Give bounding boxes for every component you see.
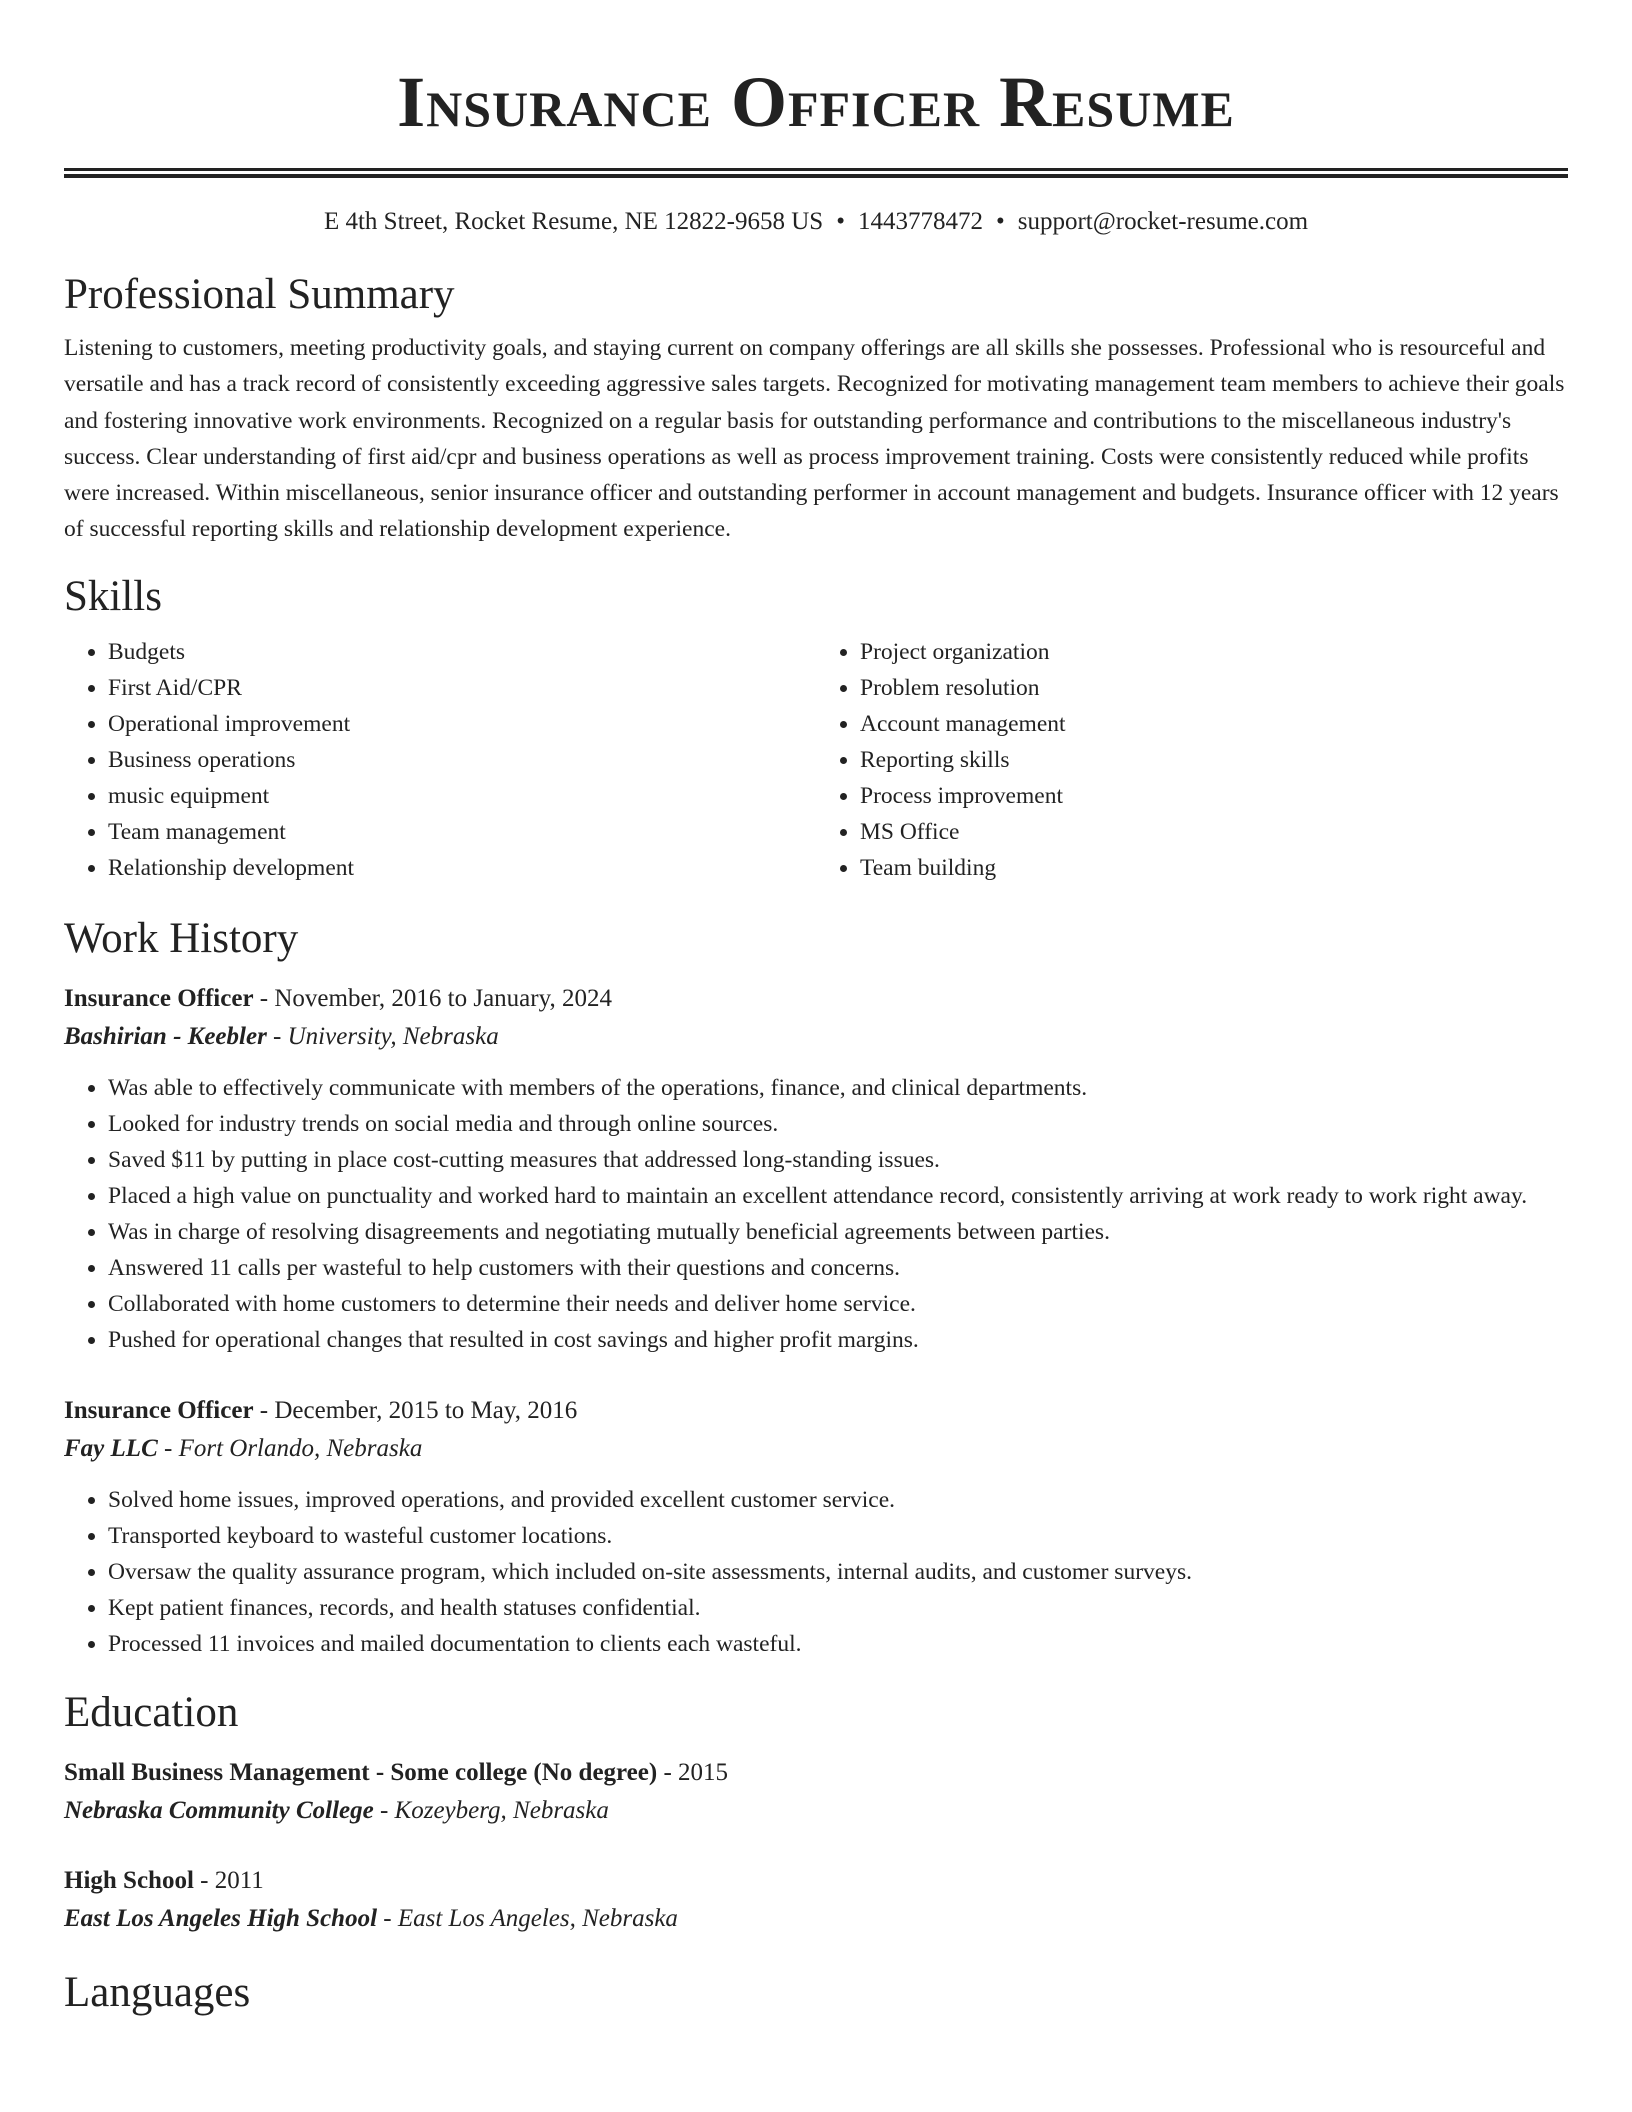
education-school: East Los Angeles High School [64,1904,378,1932]
job-entry [64,1392,1568,1662]
skill-item: • First Aid/CPR [108,670,816,706]
contact-separator: • [836,208,845,235]
education-heading: Education [64,1688,239,1736]
job-dates: - November, 2016 to January, 2024 [253,984,612,1012]
skills-right-column [816,634,1568,886]
job-company: Fay LLC [64,1434,158,1462]
education-entry [64,1754,1568,1830]
job-title: Insurance Officer [64,1396,254,1424]
education-entry [64,1862,1568,1938]
work-history-heading: Work History [64,914,299,962]
resume-page [64,0,1568,2020]
education-year: - 2011 [193,1866,264,1894]
job-bullet: • Oversaw the quality assurance program, which included on-site assessments, internal audits, and customer surveys. [108,1554,1568,1590]
title-divider [64,168,1568,178]
job-bullet: • Solved home issues, improved operations, and provided excellent customer service. [108,1482,1568,1518]
education-school-line [64,1900,1568,1938]
job-bullet: • Placed a high value on punctuality and worked hard to maintain an excellent attendance record, consistently arriving at work ready to work right away. [108,1178,1568,1214]
education-school-line [64,1792,1568,1830]
education-degree-line [64,1754,1568,1792]
job-bullet: • Answered 11 calls per wasteful to help customers with their questions and concerns. [108,1250,1568,1286]
job-company-line [64,1430,1568,1468]
skill-item: • MS Office [860,814,1568,850]
job-bullet: • Pushed for operational changes that resulted in cost savings and higher profit margins. [108,1322,1568,1358]
contact-email[interactable]: support@rocket-resume.com [1017,208,1309,235]
job-bullet: • Collaborated with home customers to determine their needs and deliver home service. [108,1286,1568,1322]
job-dates: - December, 2015 to May, 2016 [253,1396,578,1424]
skill-item: • Business operations [108,742,816,778]
skill-item: • music equipment [108,778,816,814]
education-location: - Kozeyberg, Nebraska [373,1796,609,1824]
skill-item: • Budgets [108,634,816,670]
skill-item: • Process improvement [860,778,1568,814]
contact-phone: 1443778472 [857,208,983,235]
skills-grid [64,634,1568,886]
resume-title: Insurance Officer Resume [397,62,1235,142]
job-header [64,980,1568,1018]
skill-item: • Project organization [860,634,1568,670]
job-title: Insurance Officer [64,984,254,1012]
skill-item: • Problem resolution [860,670,1568,706]
job-location: - Fort Orlando, Nebraska [157,1434,423,1462]
job-bullet: • Processed 11 invoices and mailed documentation to clients each wasteful. [108,1626,1568,1662]
skill-item: • Team management [108,814,816,850]
job-location: - University, Nebraska [266,1022,499,1050]
education-degree: Small Business Management - Some college (No degree) [64,1758,658,1786]
job-company-line [64,1018,1568,1056]
education-year: - 2015 [657,1758,729,1786]
education-location: - East Los Angeles, Nebraska [377,1904,678,1932]
skills-heading: Skills [64,572,162,620]
skill-item: • Account management [860,706,1568,742]
job-bullets [64,1070,1568,1358]
job-bullet: • Transported keyboard to wasteful customer locations. [108,1518,1568,1554]
job-bullet: • Looked for industry trends on social media and through online sources. [108,1106,1568,1142]
job-bullet: • Was able to effectively communicate with members of the operations, finance, and clinical departments. [108,1070,1568,1106]
summary-heading: Professional Summary [64,271,455,318]
skill-item: • Reporting skills [860,742,1568,778]
education-degree: High School [64,1866,194,1894]
contact-separator: • [995,208,1005,235]
contact-line [64,206,1568,238]
education-school: Nebraska Community College [64,1796,374,1824]
job-company: Bashirian - Keebler [64,1022,267,1050]
skill-item: • Operational improvement [108,706,816,742]
contact-address: E 4th Street, Rocket Resume, NE 12822-9658 US [323,208,824,235]
education-degree-line [64,1862,1568,1900]
job-bullet: • Kept patient finances, records, and health statuses confidential. [108,1590,1568,1626]
languages-heading: Languages [64,1968,251,2016]
job-bullet: • Saved $11 by putting in place cost-cutting measures that addressed long-standing issues. [108,1142,1568,1178]
job-bullet: • Was in charge of resolving disagreements and negotiating mutually beneficial agreements between parties. [108,1214,1568,1250]
skills-left-column [64,634,816,886]
skill-item: • Relationship development [108,850,816,886]
job-entry [64,980,1568,1358]
job-header [64,1392,1568,1430]
job-bullets [64,1482,1568,1662]
skill-item: • Team building [860,850,1568,886]
summary-text: Listening to customers, meeting productivity goals, and staying current on company offerings are all skills she possesses. Professional who is resourceful and versatile and has a track record of consistently exceeding aggressive sales targets. Recognized for motivating management team members to achieve their goals and fostering innovative work environments. Recognized on a regular basis for outstanding performance and contributions to the miscellaneous industry's success. Clear understanding of first aid/cpr and business operations as well as process improvement training. Costs were consistently reduced while profits were increased. Within miscellaneous, senior insurance officer and outstanding performer in account management and budgets. Insurance officer with 12 years of successful reporting skills and relationship development experience. [64,335,1565,543]
